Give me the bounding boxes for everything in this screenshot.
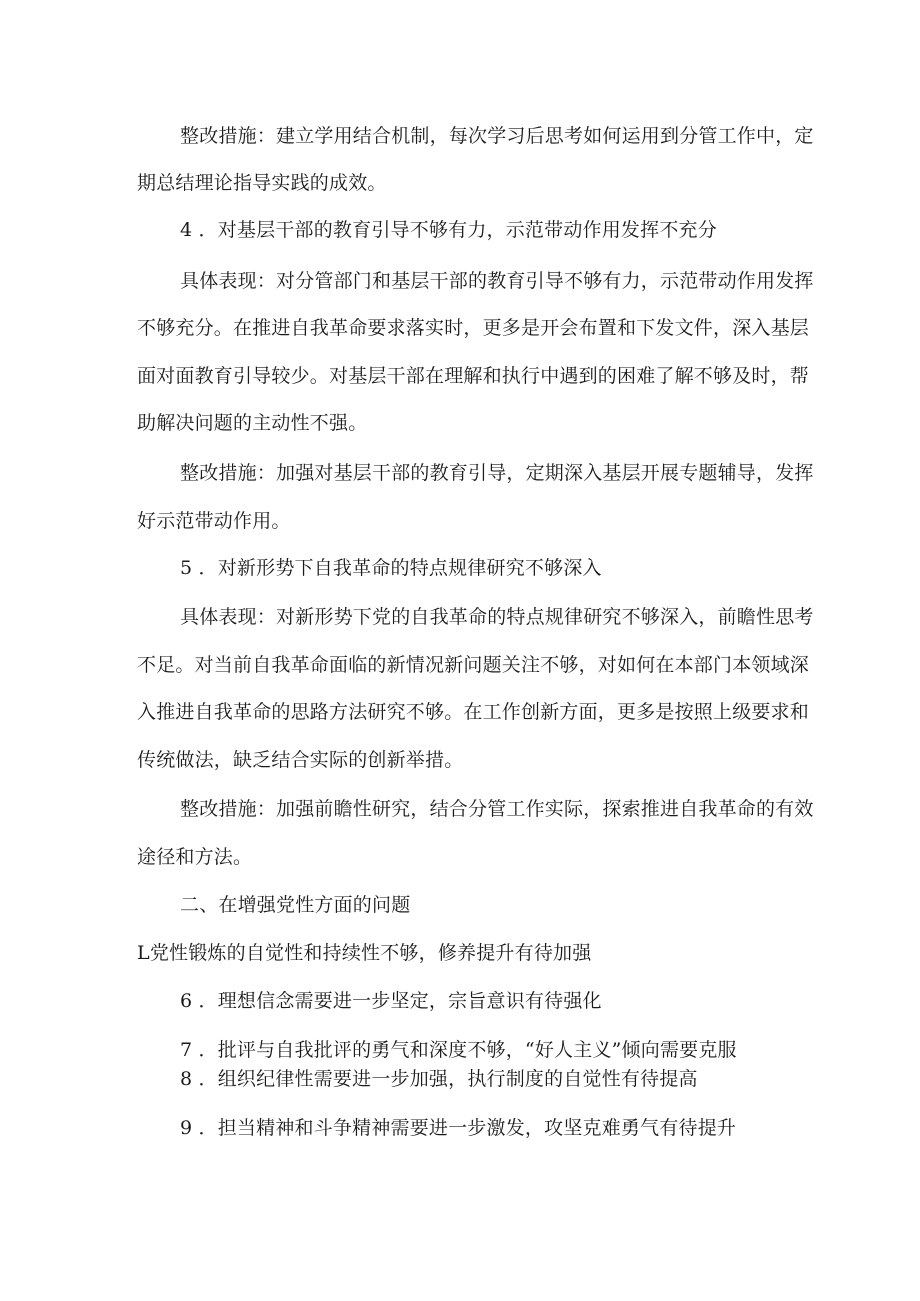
paragraph-line: 整改措施：加强对基层干部的教育引导，定期深入基层开展专题辅导，发挥 [180,462,814,484]
paragraph-line: 助解决问题的主动性不强。 [137,412,368,434]
paragraph-line: 不足。对当前自我革命面临的新情况新问题关注不够，对如何在本部门本领域深 [137,654,810,676]
sub-heading: 6 ．理想信念需要进一步坚定，宗旨意识有待强化 [180,990,602,1012]
sub-heading: 9 ．担当精神和斗争精神需要进一步激发，攻坚克难勇气有待提升 [180,1117,737,1139]
paragraph-line: 途径和方法。 [137,846,253,868]
sub-heading: L党性锻炼的自觉性和持续性不够，修养提升有待加强 [137,942,592,964]
paragraph-line: 不够充分。在推进自我革命要求落实时，更多是开会布置和下发文件，深入基层 [137,317,810,339]
paragraph-line: 入推进自我革命的思路方法研究不够。在工作创新方面，更多是按照上级要求和 [137,701,810,723]
paragraph-line: 具体表现：对新形势下党的自我革命的特点规律研究不够深入，前瞻性思考 [180,606,814,628]
paragraph-line: 整改措施：建立学用结合机制，每次学习后思考如何运用到分管工作中，定 [180,125,814,147]
paragraph-line: 整改措施：加强前瞻性研究，结合分管工作实际，探索推进自我革命的有效 [180,798,814,820]
sub-heading: 8 ．组织纪律性需要进一步加强，执行制度的自觉性有待提高 [180,1068,698,1090]
section-heading: 5 ．对新形势下自我革命的特点规律研究不够深入 [180,557,602,579]
section-heading: 二、在增强党性方面的问题 [180,894,411,916]
paragraph-line: 好示范带动作用。 [137,510,291,532]
section-heading: 4 ．对基层干部的教育引导不够有力，示范带动作用发挥不充分 [180,219,717,241]
paragraph-line: 传统做法，缺乏结合实际的创新举措。 [137,749,464,771]
sub-heading: 7 ．批评与自我批评的勇气和深度不够，“好人主义”倾向需要克服 [180,1039,737,1061]
paragraph-line: 期总结理论指导实践的成效。 [137,172,387,194]
paragraph-line: 面对面教育引导较少。对基层干部在理解和执行中遇到的困难了解不够及时，帮 [137,365,810,387]
paragraph-line: 具体表现：对分管部门和基层干部的教育引导不够有力，示范带动作用发挥 [180,270,814,292]
